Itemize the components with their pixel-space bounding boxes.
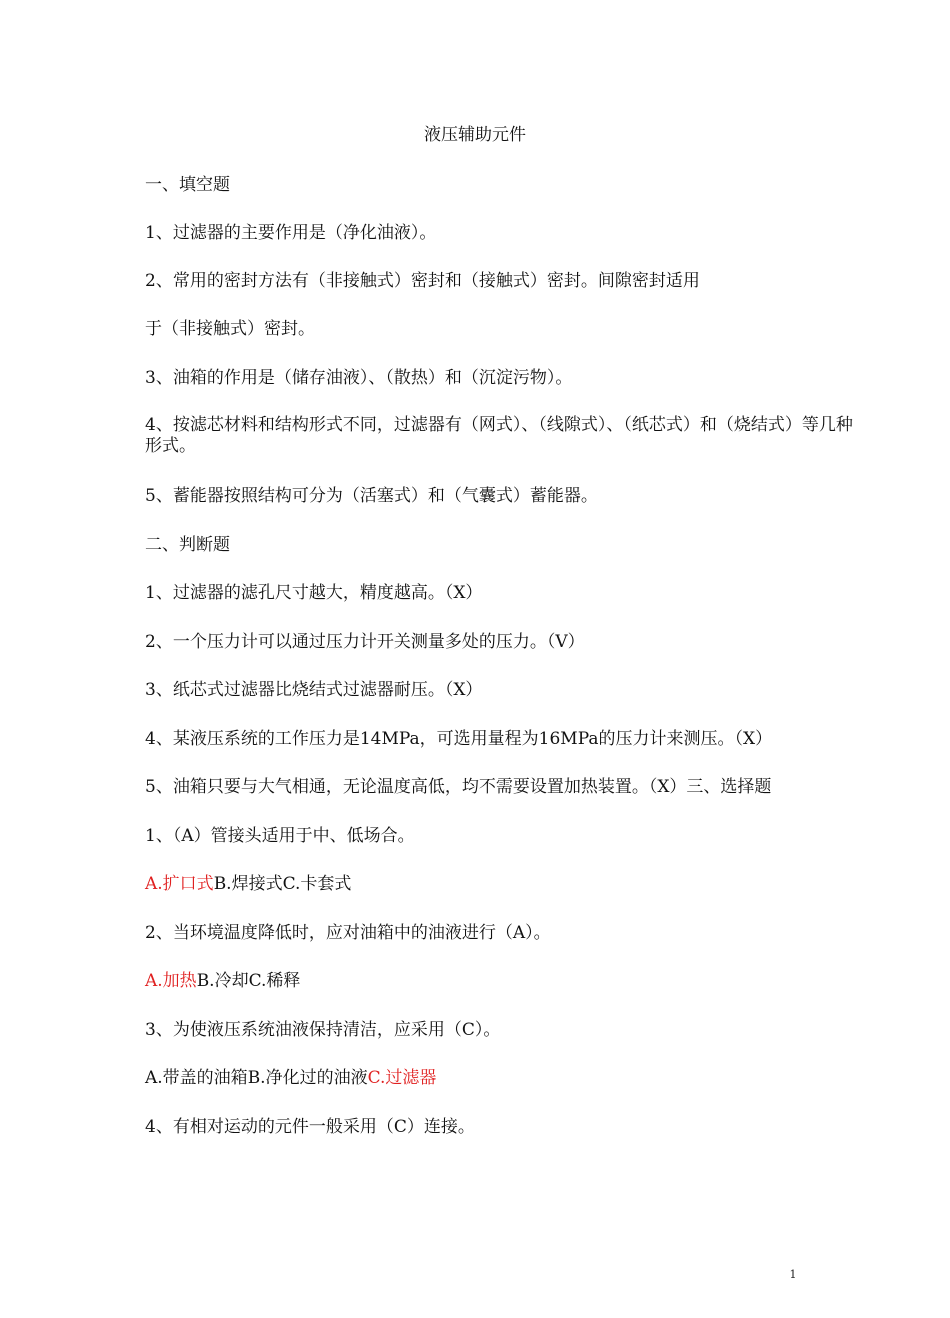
- choice-question-2: 2、当环境温度降低时，应对油箱中的油液进行（A）。: [145, 923, 551, 943]
- section-heading-fill-blank: 一、填空题: [145, 175, 230, 195]
- fill-item-3: 3、油箱的作用是（储存油液）、（散热）和（沉淀污物）。: [145, 368, 573, 388]
- choice-2-option-c: C.稀释: [248, 971, 301, 991]
- document-title: 液压辅助元件: [424, 125, 526, 145]
- choice-options-2: [145, 970, 860, 992]
- choice-3-option-a: A.带盖的油箱: [145, 1068, 248, 1088]
- choice-1-option-c: C.卡套式: [282, 874, 352, 894]
- choice-2-option-b: B.冷却: [196, 971, 249, 991]
- choice-question-4: 4、有相对运动的元件一般采用（C）连接。: [145, 1117, 475, 1137]
- judge-item-5: 5、油箱只要与大气相通，无论温度高低，均不需要设置加热装置。（X）三、选择题: [145, 777, 772, 797]
- choice-1-option-b: B.焊接式: [213, 874, 283, 894]
- section-heading-judge: 二、判断题: [145, 535, 230, 555]
- choice-3-option-c-correct: C.过滤器: [367, 1068, 437, 1088]
- choice-2-option-a-correct: A.加热: [145, 971, 197, 991]
- choice-options-1: [145, 873, 860, 895]
- choice-3-option-b: B.净化过的油液: [247, 1068, 368, 1088]
- judge-item-4: 4、某液压系统的工作压力是14MPa，可选用量程为16MPa的压力计来测压。（X）: [145, 729, 773, 749]
- page-number: 1: [789, 1268, 797, 1281]
- choice-options-3: [145, 1067, 860, 1089]
- fill-item-5: 5、蓄能器按照结构可分为（活塞式）和（气囊式）蓄能器。: [145, 486, 598, 506]
- fill-item-2: 2、常用的密封方法有（非接触式）密封和（接触式）密封。间隙密封适用: [145, 271, 700, 291]
- fill-item-4: 4、按滤芯材料和结构形式不同，过滤器有（网式）、（线隙式）、（纸芯式）和（烧结式）等几种形式。: [145, 415, 853, 456]
- fill-item-1: 1、过滤器的主要作用是（净化油液）。: [145, 223, 437, 243]
- judge-item-2: 2、一个压力计可以通过压力计开关测量多处的压力。（V）: [145, 632, 585, 652]
- fill-item-2-continued: 于（非接触式）密封。: [145, 319, 315, 339]
- judge-item-1: 1、过滤器的滤孔尺寸越大，精度越高。（X）: [145, 583, 483, 603]
- judge-item-3: 3、纸芯式过滤器比烧结式过滤器耐压。（X）: [145, 680, 483, 700]
- choice-question-1: 1、（A）管接头适用于中、低场合。: [145, 826, 415, 846]
- choice-1-option-a-correct: A.扩口式: [145, 874, 214, 894]
- choice-question-3: 3、为使液压系统油液保持清洁，应采用（C）。: [145, 1020, 501, 1040]
